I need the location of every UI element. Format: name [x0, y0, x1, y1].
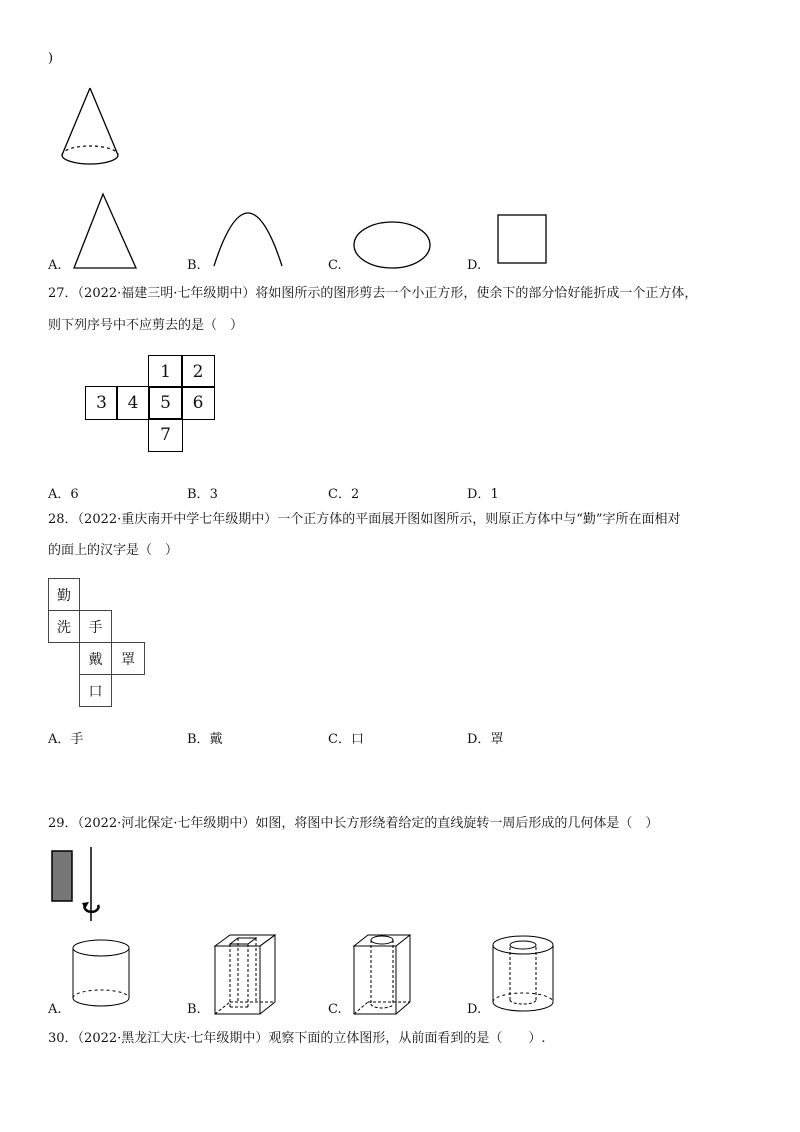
q26-option-d-label: D. [467, 258, 482, 273]
rotating-rectangle-figure [48, 845, 118, 925]
q26-option-b-label: B. [187, 258, 201, 273]
net-cell-zhao: 罩 [111, 642, 145, 675]
q27-option-a: A．6 [48, 487, 79, 502]
cylinder-shape [70, 938, 135, 1018]
net-cell-shou: 手 [79, 610, 112, 643]
net-cell-6: 6 [181, 386, 215, 420]
triangle-shape [70, 192, 140, 272]
q26-option-c-label: C. [328, 258, 342, 273]
ellipse-shape [352, 221, 434, 271]
q29-option-a-label: A. [48, 1002, 62, 1017]
net-cell-4: 4 [116, 386, 150, 420]
q29-option-c-label: C. [328, 1002, 342, 1017]
net-cell-xi: 洗 [48, 610, 80, 643]
q28-option-b: B．戴 [187, 732, 223, 747]
q27-text-line2: 则下列序号中不应剪去的是（ ） [48, 318, 244, 333]
net-cell-kou: 口 [79, 674, 112, 707]
q28-text-line2: 的面上的汉字是（ ） [48, 543, 179, 558]
q28-option-d: D．罩 [467, 732, 504, 747]
q28-option-c: C．口 [328, 732, 364, 747]
q29-option-b-label: B. [187, 1002, 201, 1017]
q29-option-d-label: D. [467, 1002, 482, 1017]
cone-figure [55, 85, 130, 175]
square-tube-shape [210, 932, 280, 1018]
net-cell-dai: 戴 [79, 642, 112, 675]
q27-option-b: B．3 [187, 487, 218, 502]
q28-option-a: A．手 [48, 732, 84, 747]
parabola-shape [210, 200, 285, 270]
net-cell-2: 2 [181, 355, 215, 388]
net-cell-qin: 勤 [48, 578, 80, 611]
q27-text-line1: 27．（2022·福建三明·七年级期中）将如图所示的图形剪去一个小正方形，使余下的部分恰好能折成一个正方体， [48, 286, 698, 301]
q27-option-c: C．2 [328, 487, 360, 502]
q29-text-line1: 29．（2022·河北保定·七年级期中）如图，将图中长方形绕着给定的直线旋转一周后形成的几何体是（ ） [48, 816, 659, 831]
net-cell-1: 1 [148, 355, 183, 388]
net-cell-7: 7 [148, 418, 183, 452]
previous-question-fragment: ) [48, 51, 54, 66]
hollow-cylinder-shape [490, 934, 560, 1018]
net-cell-3: 3 [85, 386, 118, 420]
net-cell-5: 5 [148, 386, 183, 420]
box-with-cylindrical-hole-shape [350, 932, 415, 1018]
q27-option-d: D．1 [467, 487, 499, 502]
q30-text-line1: 30．（2022·黑龙江大庆·七年级期中）观察下面的立体图形，从前面看到的是（ ）. [48, 1031, 546, 1046]
q28-text-line1: 28．（2022·重庆南开中学七年级期中）一个正方体的平面展开图如图所示，则原正方体中与“勤”字所在面相对 [48, 512, 681, 527]
square-shape [497, 214, 549, 266]
q26-option-a-label: A. [48, 258, 62, 273]
